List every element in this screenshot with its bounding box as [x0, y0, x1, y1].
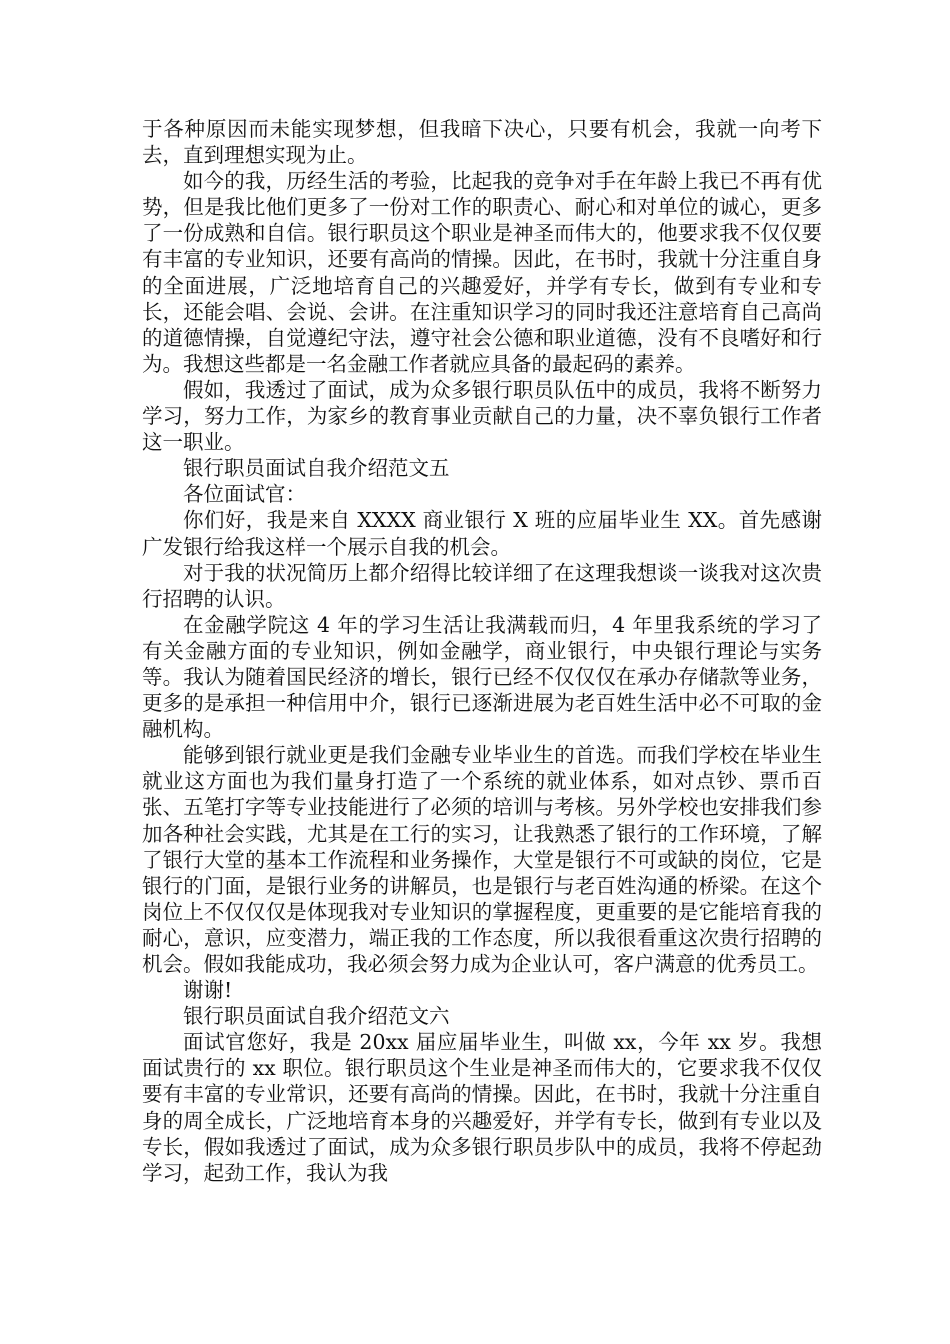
paragraph-current-self: 如今的我，历经生活的考验，比起我的竞争对手在年龄上我已不再有优势，但是我比他们更多了一份对工作的职责心、耐心和对单位的诚心，更多了一份成熟和自信。银行职员这个职业是神圣而伟大的，他要求我不仅仅要有丰富的专业知识，还要有高尚的情操。因此，在书时，我就十分注重自身的全面进展，广泛地培育自己的兴趣爱好，并学有专长，做到有专业和专长，还能会唱、会说、会讲。在注重知识学习的同时我还注意培育自己高尚的道德情操，自觉遵纪守法，遵守社会公德和职业道德，没有不良嗜好和行为。我想这些都是一名金融工作者就应具备的最起码的素养。	[142, 169, 822, 376]
paragraph-thanks: 谢谢!	[183, 978, 233, 1003]
paragraph-greeting: 你们好，我是来自 XXXX 商业银行 X 班的应届毕业生 XX。首先感谢广发银行给我这样一个展示自我的机会。	[142, 508, 822, 559]
section-heading-sample-five: 银行职员面试自我介绍范文五	[183, 456, 450, 481]
paragraph-continuation: 于各种原因而未能实现梦想，但我暗下决心，只要有机会，我就一向考下去，直到理想实现为止。	[142, 117, 822, 168]
paragraph-salutation: 各位面试官：	[183, 482, 306, 507]
document-body	[142, 116, 822, 1186]
paragraph-employment: 能够到银行就业更是我们金融专业毕业生的首选。而我们学校在毕业生就业这方面也为我们量身打造了一个系统的就业体系，如对点钞、票币百张、五笔打字等专业技能进行了必须的培训与考核。另外学校也安排我们参加各种社会实践，尤其是在工行的实习，让我熟悉了银行的工作环境，了解了银行大堂的基本工作流程和业务操作，大堂是银行不可或缺的岗位，它是银行的门面，是银行业务的讲解员，也是银行与老百姓沟通的桥梁。在这个岗位上不仅仅仅是体现我对专业知识的掌握程度，更重要的是它能培育我的耐心，意识，应变潜力，端正我的工作态度，所以我很看重这次贵行招聘的机会。假如我能成功，我必须会努力成为企业认可，客户满意的优秀员工。	[142, 743, 822, 976]
paragraph-study-life: 在金融学院这 4 年的学习生活让我满载而归，4 年里我系统的学习了有关金融方面的专业知识，例如金融学，商业银行，中央银行理论与实务等。我认为随着国民经济的增长，银行已经不仅仅仅在承办存储款等业务，更多的是承担一种信用中介，银行已逐渐进展为老百姓生活中必不可取的金融机构。	[142, 612, 822, 742]
paragraph-sample-six-intro: 面试官您好，我是 20xx 届应届毕业生，叫做 xx，今年 xx 岁。我想面试贵行的 xx 职位。银行职员这个生业是神圣而伟大的，它要求我不仅仅要有丰富的专业常识，还要有高尚的情操。因此，在书时，我就十分注重自身的周全成长，广泛地培育本身的兴趣爱好，并学有专长，做到有专业以及专长，假如我透过了面试，成为众多银行职员步队中的成员，我将不停起劲学习，起劲工作，我认为我	[142, 1030, 822, 1185]
paragraph-recruitment-view: 对于我的状况简历上都介绍得比较详细了在这理我想谈一谈我对这次贵行招聘的认识。	[142, 560, 822, 611]
section-heading-sample-six: 银行职员面试自我介绍范文六	[183, 1004, 450, 1029]
paragraph-commitment: 假如，我透过了面试，成为众多银行职员队伍中的成员，我将不断努力学习，努力工作，为家乡的教育事业贡献自己的力量，决不辜负银行工作者这一职业。	[142, 377, 822, 455]
